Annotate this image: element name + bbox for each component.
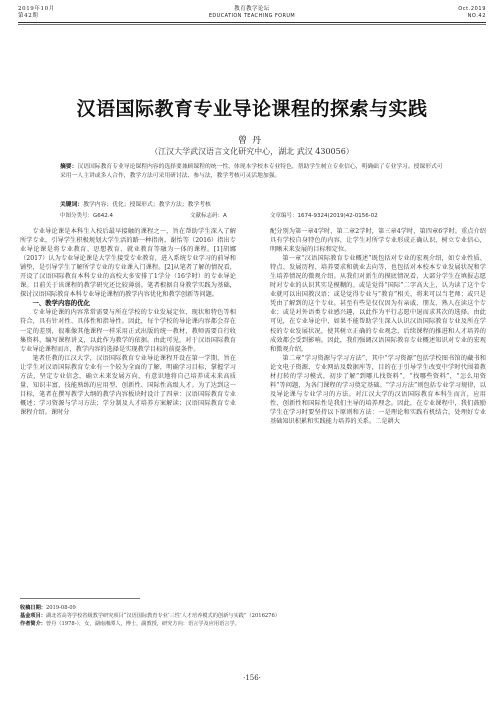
abstract (60, 163, 444, 180)
journal-name-en: EDUCATION TEACHING FORUM (208, 13, 296, 19)
body-column-right (270, 227, 486, 426)
author-affiliation: （江汉大学武汉语言文化研究中心，湖北 武汉 430056） (150, 147, 354, 156)
footnote-text: 曾丹（1978-），女，湖南湘潭人，博士，副教授，研究方向：语言学及应用语言学。 (45, 621, 240, 627)
header-no-en: NO.42 (467, 13, 486, 19)
footnote-line (20, 612, 484, 620)
footnotes (20, 604, 484, 628)
keywords-label: 关键词： (60, 202, 84, 208)
body-paragraph: 笔者任教的江汉大学，汉语国际教育专业导论课程开设在第一学期，旨在让学生对汉语国际教育专业有一个较为全面的了解，明确学习目标，掌握学习方法，坚定专业信念，确立未来发展方向，有意识地将自己培养成未来高质量、知识丰富、技能熟练的应用型、创新性、国际性高级人才。为了达到这一目标，笔者在撰写教学大纲的教学内容板块时设计了四章：汉语国际教育专业概述；学习资源与学习方法；学分制及人才培养方案解读；汉语国际教育专业课程介绍。课时分 (20, 354, 236, 416)
document-code: 文献标志码：A (190, 213, 227, 219)
body-paragraph: 专业导论课是本科生入校后最早接触的课程之一，旨在帮助学生深入了解所学专业，引导学生积极规划大学生活的路一种指南。谢怡等（2016）指出专业导论课是将专业教育、思想教育、就业教育等融为一体的课程。[1]胡娜（2017）认为专业导论课是大学生接受专业教育，进入系统专业学习的前导和铺垫，是引导学生了解所学专业的专业课入门课程。[2]从笔者了解的情况看，开设了汉语国际教育本科专业的高校大多安排了1学分（16学时）的专业导论课。目前关于该课程的教学研究还比较薄弱。笔者根据自身教学实践为基础，探讨汉语国际教育本科专业导论课程的教学内容优化和教学创新等问题。 (20, 228, 236, 299)
footnote-label: 基金项目： (20, 613, 46, 619)
running-header (18, 6, 486, 34)
journal-name-cn: 教育教学论坛 (234, 6, 270, 12)
header-rule-thick (18, 22, 486, 23)
body-column-left (20, 227, 236, 417)
body-paragraph: 专业导论课的内容常常需要与所在学校的专业发展定位、现状和特色等相符合，具有针对性、具体性和指导性。因此，每个学校的导论课内容都会存在一定的差别，很难像其他课程一样采用正式出版的统一教材，教师需要自行收集资料，编写课程讲义，以此作为教学的依据。由此可见，对于汉语国际教育专业导论课程而言，教学内容的选择是实现教学目标的前提条件。 (20, 309, 236, 353)
keywords-text: 教学内容；优化；授课形式；教学方法；教学考核 (83, 202, 211, 208)
journal-name (18, 6, 486, 20)
article-title: 汉语国际教育专业导论课程的探索与实践 (76, 98, 428, 120)
footnote-line (20, 604, 484, 612)
header-issue-cn: 第42期 (18, 13, 39, 19)
body-paragraph: 第二章“学习资源与学习方法”，其中“学习资源”包括学校图书馆的藏书和论文电子资源、专业网站及数据库等，目的在于引导学生改变中学时代围着教材打转的学习模式，初步了解“到哪儿找资料”，“找哪些资料”，“怎么用资料”等问题，为各门课程的学习奠定基础。“学习方法”则包括专业学习规律，以及导论课与专业学习的方法。对江汉大学的汉语国际教育本科生而言，应用性、创新性和国际性是我们主导的培养理念。因此，在专业课程中，我们鼓励学生在学习时要坚持以下原则和方法：一是理论和实践有机结合。处理好专业基础知识积累和实践能力培养的关系。二是耕大 (270, 354, 486, 425)
footnote-label: 收稿日期： (20, 605, 46, 611)
abstract-text: 汉语国际教育专业导论课程内容的选择要兼顾课程的统一性、体现本学校本专业特色，帮助学生树立专业信心，明确础了专业学习。授课形式可采用一人主讲或多人合作，教学方法可采用研讨法、参与法，教学考核可灵活地加强。 (60, 164, 443, 179)
header-date-cn: 2019年10月 (18, 6, 55, 12)
page-number: ·156· (243, 674, 261, 682)
footnote-line (20, 620, 484, 628)
article-number: 文章编号：1674-9324(2019)42-0156-02 (270, 213, 378, 219)
footnote-text: 湖北省高等学校省级教学研究项目“汉语国际教育专业‘三性’人才培养模式的创新与实践”（2016276） (45, 613, 280, 619)
header-rule-thin (18, 24, 486, 25)
section-heading: 一、教学内容的优化 (32, 299, 90, 308)
abstract-label: 摘要： (60, 164, 78, 170)
body-paragraph: 配分别为第一章4学时，第二章2学时，第三章4学时，第四章6学时。重点介绍具有学校自身特色的内容，让学生对所学专业形成正确认识，树立专业信心，明晰未来发展的目标和定位。 (270, 228, 486, 254)
body-paragraph: 第一章“汉语国际教育专业概述”既包括对专业的宏观介绍，如专业性质、特点、发展历程、培养要求和就业去向等，也包括对本校本专业发展状况和学生培养情况的微观介绍。从我们对新生的摸底情况看，大部分学生在填报志愿时对专业的认识其实是模糊的。或是觉得“国际”二字高大上，认为读了这个专业就可以出国教汉语；或是觉得专业与“教育”相关，将来可以当老师；或只是凭由了解到的这个专业。甚至有些是仅仅因为有亲戚、朋友、熟人在读这个专业；或是对外语类专业感兴趣，以此作为平行志愿中退而求其次的选择。由此可见，在专业导论中，如果不能帮助学生深入认识汉语国际教育专业及所在学校的专业发展状况，使其树立正确的专业观念，后续课程的推进和人才培养的成效都会受到影响。因此，我们强调汉语国际教育专业概述知识对专业的宏观和微观介绍。 (270, 255, 486, 353)
article-author: 曾丹 (237, 136, 266, 146)
header-issue-en (458, 6, 486, 20)
header-date-en: Oct.2019 (458, 6, 486, 12)
footnote-label: 作者简介： (20, 621, 46, 627)
footnote-text: 2019-08-09 (45, 605, 76, 611)
clc-number: 中图分类号：G642.4 (60, 213, 114, 219)
footnote-rule (20, 598, 140, 599)
keywords (60, 201, 444, 209)
